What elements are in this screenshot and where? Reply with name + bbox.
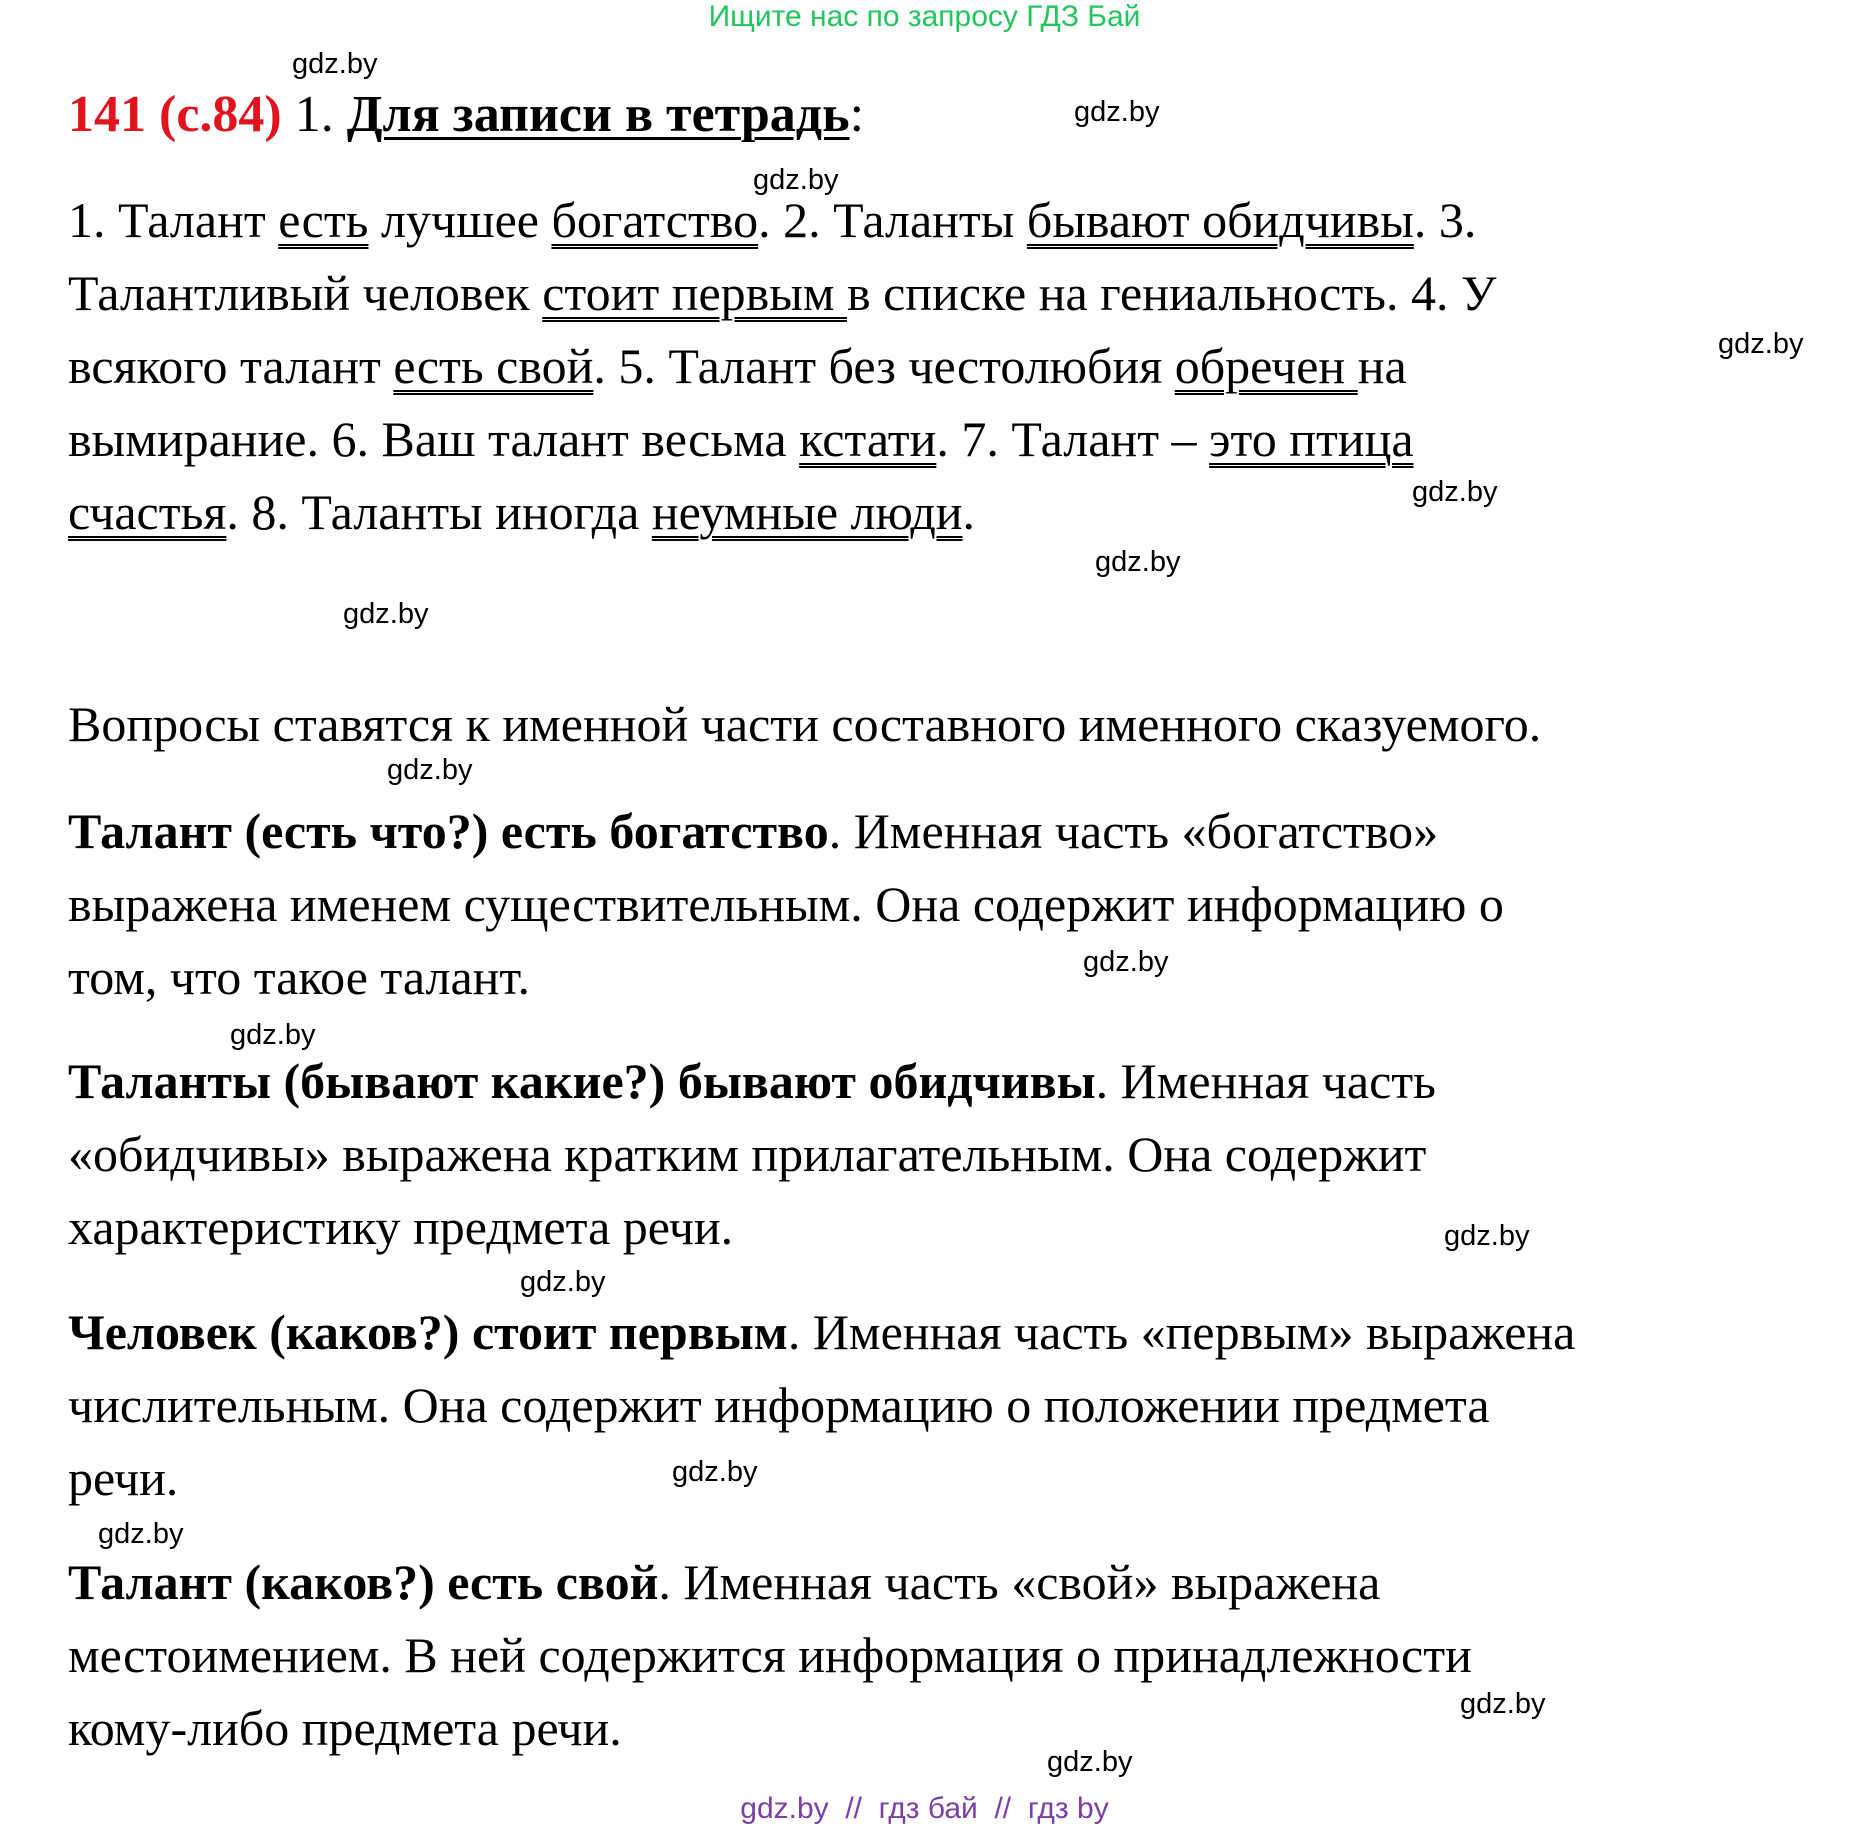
watermark: gdz.by [520, 1266, 606, 1298]
predicate-underlined: счастья [68, 484, 227, 540]
explanation-line: кому-либо предмета речи. [68, 1700, 622, 1756]
task-part: 1. [281, 86, 347, 143]
watermark: gdz.by [387, 754, 473, 786]
predicate-underlined: неумные люди [651, 484, 963, 540]
sentence-line [68, 330, 1838, 403]
explanation-line: числительным. Она содержит информацию о положении предмета [68, 1377, 1490, 1433]
watermark: gdz.by [1444, 1220, 1530, 1252]
sentence-line [68, 476, 1838, 549]
explanation-line: речи. [68, 1450, 179, 1506]
heading-colon: : [849, 86, 865, 143]
text-segment: . Именная часть «богатство» [828, 803, 1439, 859]
watermark: gdz.by [1718, 328, 1804, 360]
text-segment: Талантливый человек [68, 265, 543, 321]
text-segment: . [962, 484, 976, 540]
watermark: gdz.by [753, 164, 839, 196]
explanation-line [68, 795, 1838, 868]
explanation-bold: Таланты (бывают какие?) бывают обидчивы [68, 1053, 1096, 1109]
watermark: gdz.by [1047, 1746, 1133, 1778]
text-segment: вымирание. 6. Ваш талант весьма [68, 411, 800, 467]
explanation-line: выражена именем существительным. Она содержит информацию о [68, 876, 1504, 932]
top-banner: Ищите нас по запросу ГДЗ Бай [708, 0, 1141, 33]
explanation-line [68, 1546, 1838, 1619]
sentences-block [68, 184, 1838, 549]
text-segment: всякого талант [68, 338, 394, 394]
predicate-underlined: стоит первым [542, 265, 847, 321]
text-segment: на [1357, 338, 1407, 394]
watermark: gdz.by [343, 598, 429, 630]
watermark: gdz.by [230, 1019, 316, 1051]
explanation-line [68, 1045, 1838, 1118]
predicate-underlined: богатство [551, 192, 759, 248]
text-segment: в списке на гениальность. 4. У [847, 265, 1497, 321]
intro-text: Вопросы ставятся к именной части составного именного сказуемого. [68, 696, 1542, 752]
predicate-underlined: это птица [1209, 411, 1414, 467]
text-segment: . 3. [1413, 192, 1477, 248]
watermark: gdz.by [1095, 546, 1181, 578]
heading-title: Для записи в тетрадь [346, 86, 850, 143]
predicate-underlined: бывают обидчивы [1026, 192, 1414, 248]
explanation-line: том, что такое талант. [68, 949, 531, 1005]
explanation-paragraph [68, 1045, 1838, 1264]
explanation-bold: Талант (есть что?) есть богатство [68, 803, 829, 859]
explanation-bold: Человек (каков?) стоит первым [68, 1304, 788, 1360]
sentence-line [68, 257, 1838, 330]
explanation-bold: Талант (каков?) есть свой [68, 1554, 659, 1610]
watermark: gdz.by [1460, 1688, 1546, 1720]
text-segment: лучшее [368, 192, 552, 248]
exercise-number: 141 (с.84) [68, 86, 282, 143]
text-segment: . 2. Таланты [758, 192, 1027, 248]
predicate-underlined: кстати [799, 411, 937, 467]
explanation-line: характеристику предмета речи. [68, 1199, 734, 1255]
intro-paragraph [68, 688, 1838, 761]
watermark: gdz.by [98, 1518, 184, 1550]
text-segment: 1. Талант [68, 192, 279, 248]
text-segment: . Именная часть «первым» выражена [787, 1304, 1576, 1360]
explanation-paragraph [68, 795, 1838, 1014]
watermark: gdz.by [292, 48, 378, 80]
watermark: gdz.by [672, 1456, 758, 1488]
text-segment: . Именная часть [1095, 1053, 1436, 1109]
watermark: gdz.by [1074, 96, 1160, 128]
explanation-line [68, 1296, 1838, 1369]
sentence-line [68, 184, 1838, 257]
predicate-underlined: есть свой [393, 338, 594, 394]
text-segment: . Именная часть «свой» выражена [658, 1554, 1381, 1610]
watermark: gdz.by [1083, 946, 1169, 978]
explanation-line: местоимением. В ней содержится информация о принадлежности [68, 1627, 1472, 1683]
explanation-line: «обидчивы» выражена кратким прилагательным. Она содержит [68, 1126, 1427, 1182]
text-segment: . 7. Талант – [936, 411, 1210, 467]
text-segment: . 5. Талант без честолюбия [593, 338, 1175, 394]
predicate-underlined: обречен [1174, 338, 1358, 394]
predicate-underlined: есть [278, 192, 369, 248]
footer-banner: gdz.by // гдз бай // гдз by [740, 1792, 1109, 1825]
explanation-paragraph [68, 1296, 1838, 1515]
sentence-line [68, 403, 1838, 476]
explanation-paragraph [68, 1546, 1838, 1765]
text-segment: . 8. Таланты иногда [226, 484, 652, 540]
exercise-heading [68, 84, 864, 146]
watermark: gdz.by [1412, 476, 1498, 508]
